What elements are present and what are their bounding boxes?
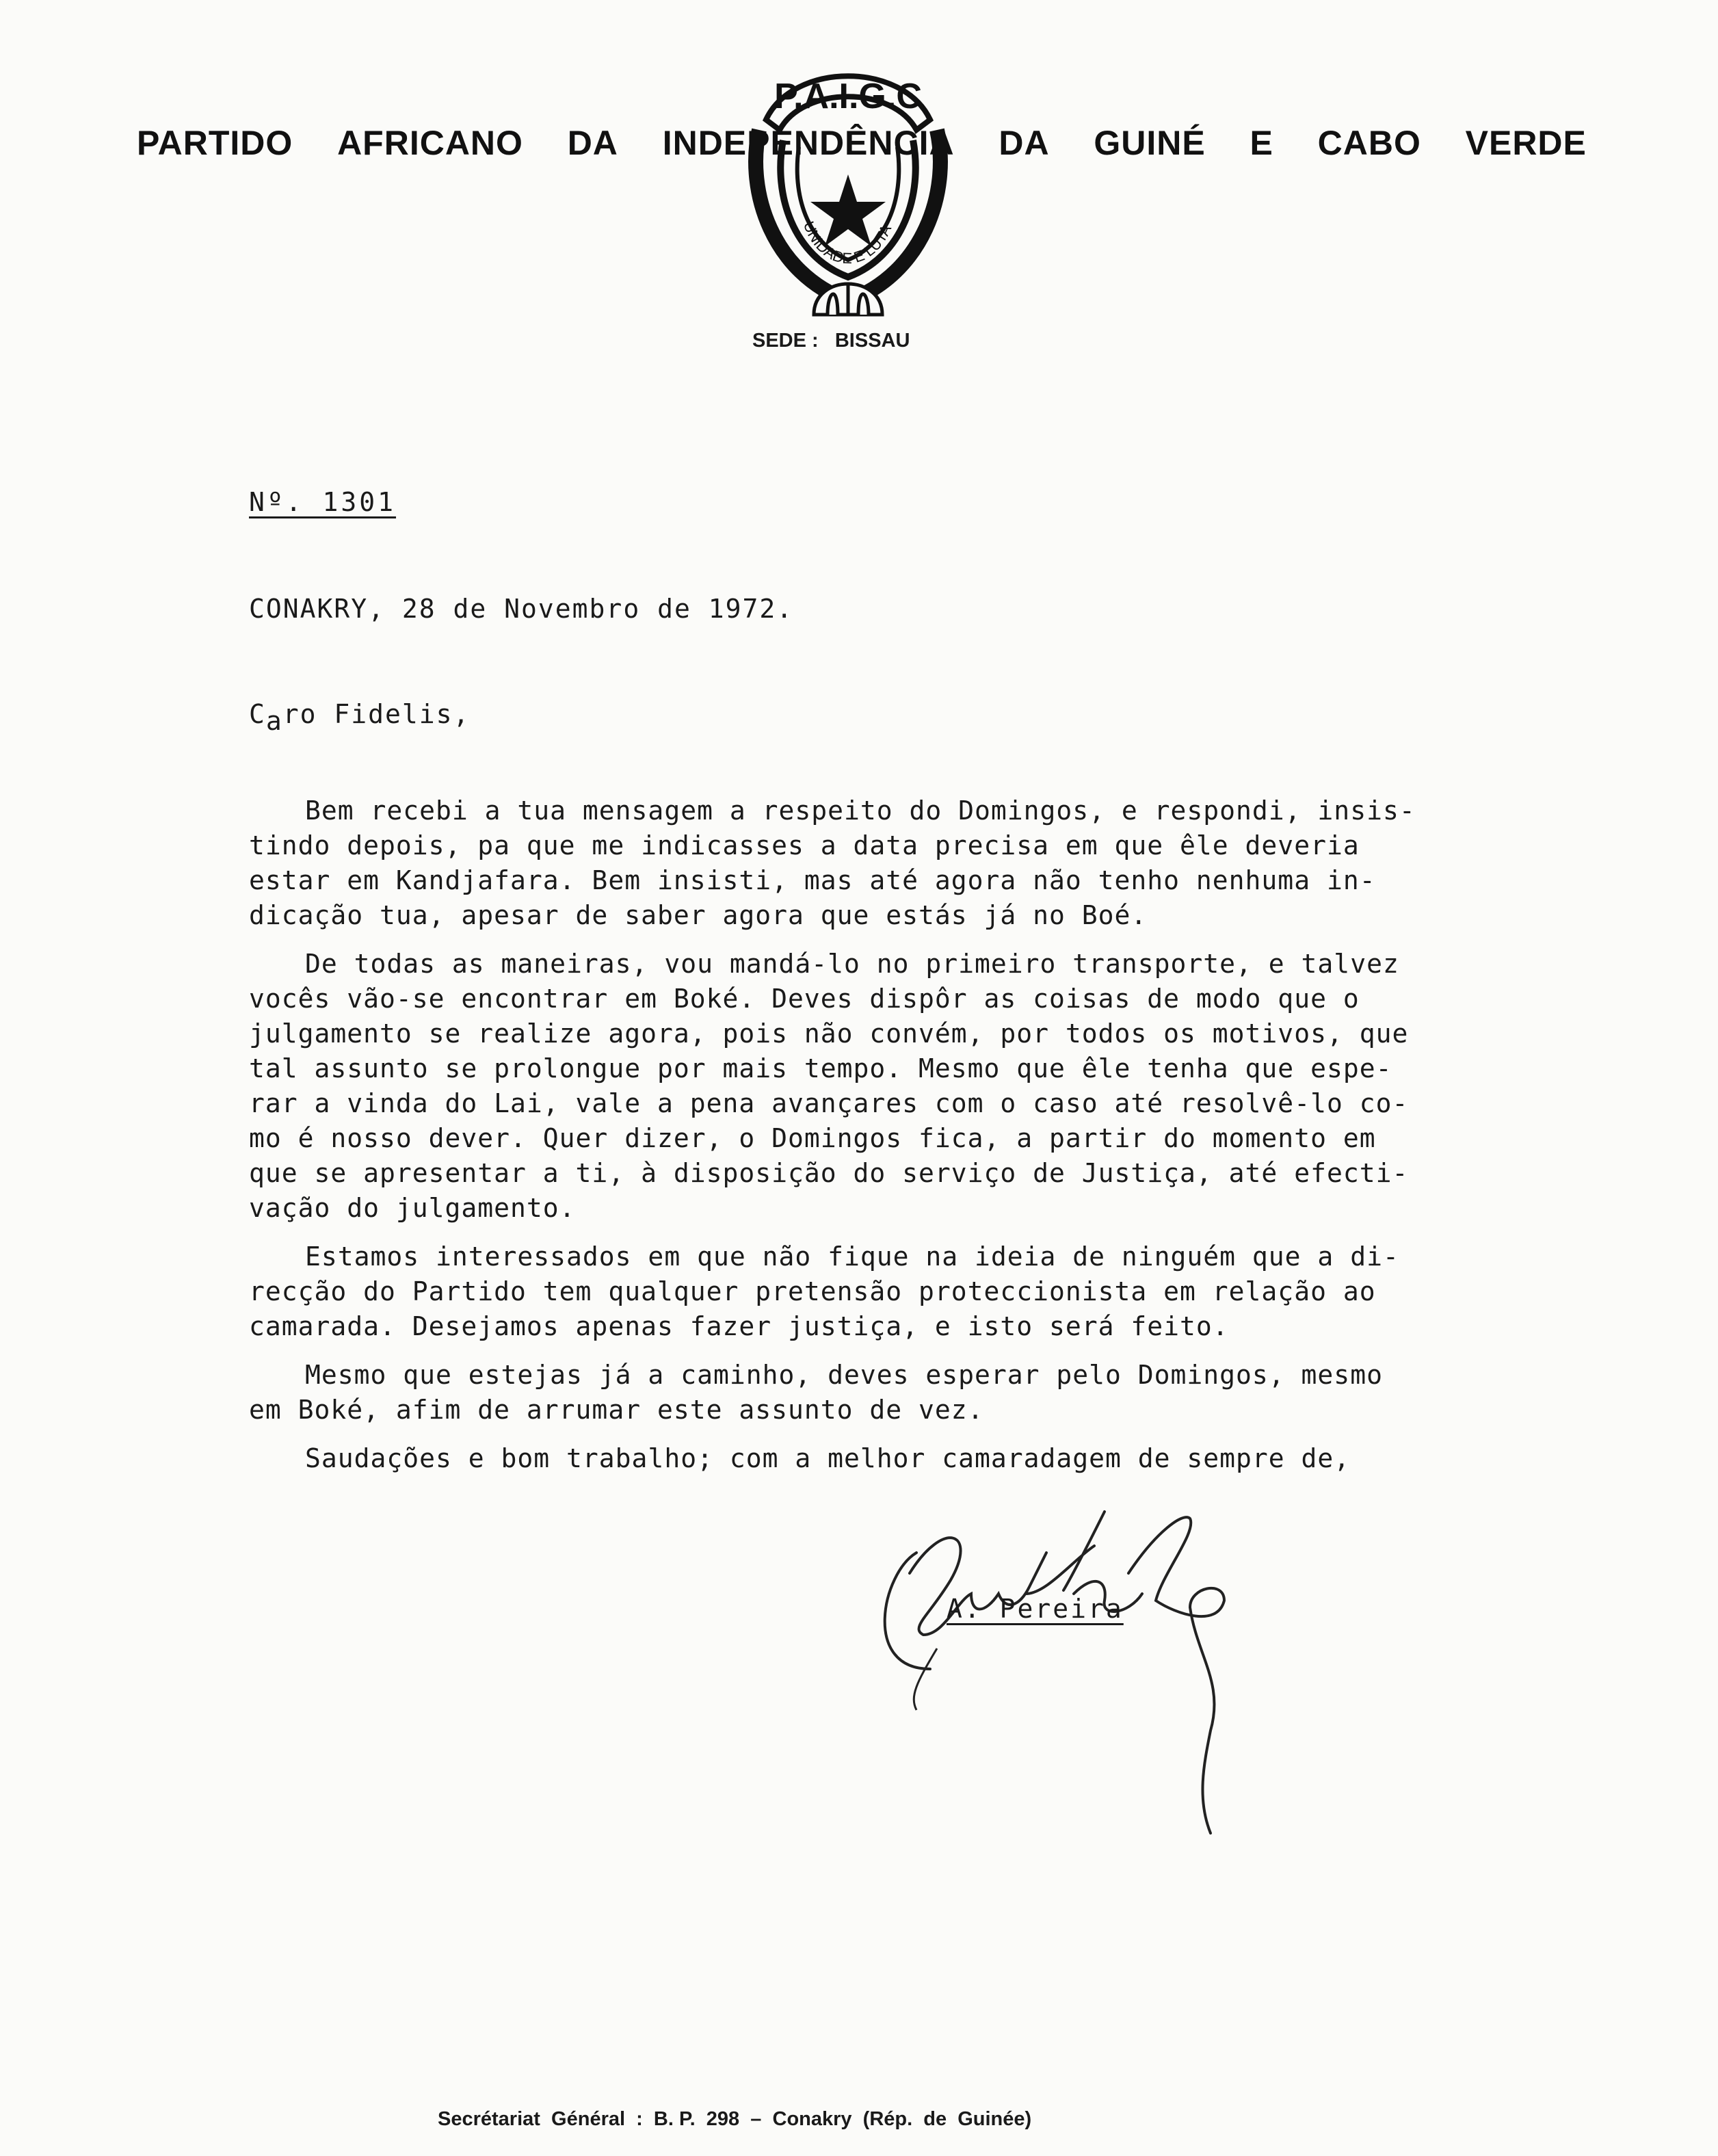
letterhead-word: CABO (1317, 124, 1421, 162)
paragraph: De todas as maneiras, vou mandá-lo no primeiro transporte, e talvez vocês vão-se encontrar em Boké. Deves dispôr as coisas de modo que o julgamento se realize agora, pois não convém, por todos os motivos, que tal assunto se prolongue por mais tempo. Mesmo que êle tenha que espe- rar a vinda do Lai, vale a pena avançares com o caso até resolvê-lo co- mo é nosso dever. Quer dizer, o Domingos fica, a partir do momento em que se apresentar a ti, à disposição do serviço de Justiça, até efecti- vação do julgamento. (249, 949, 1409, 1223)
letterhead-word: AFRICANO (337, 124, 523, 162)
salutation-first: C (249, 699, 266, 729)
letterhead-word: DA (999, 124, 1050, 162)
emblem-top-text: P.A.I.G.C (774, 77, 922, 116)
dateline: CONAKRY, 28 de Novembro de 1972. (249, 594, 794, 624)
letterhead-word: DA (567, 124, 618, 162)
emblem-motto: UNIDADE E LUTA (799, 218, 895, 267)
salutation-rest: ro Fidelis, (282, 699, 471, 729)
paigc-emblem (718, 55, 978, 328)
letterhead-word: E (1250, 124, 1273, 162)
paragraph: Bem recebi a tua mensagem a respeito do Domingos, e respondi, insis- tindo depois, pa que me indicasses a data precisa em que êle deveria estar em Kandjafara. Bem insisti, mas até agora não tenho nenhuma in- dicação tua, apesar de saber agora que estás já no Boé. (249, 796, 1416, 930)
salutation (249, 699, 471, 736)
paragraph: Estamos interessados em que não fique na ideia de ninguém que a di- recção do Partido tem qualquer pretensão proteccionista em relação ao camarada. Desejamos apenas fazer justiça, e isto será feito. (249, 1241, 1399, 1341)
letterhead-word: PARTIDO (137, 124, 293, 162)
letterhead-word: VERDE (1465, 124, 1587, 162)
handwritten-signature (869, 1491, 1252, 1874)
paragraph: Mesmo que estejas já a caminho, deves esperar pelo Domingos, mesmo em Boké, afim de arrumar este assunto de vez. (249, 1360, 1383, 1425)
letterhead-word: INDEPENDÊNCIA (662, 124, 955, 162)
letterhead-word: GUINÉ (1094, 124, 1206, 162)
letter-body (249, 793, 1671, 1490)
paragraph: Saudações e bom trabalho; com a melhor camaradagem de sempre de, (305, 1443, 1351, 1473)
footer-address: Secrétariat Général : B. P. 298 – Conakry (Rép. de Guinée) (438, 2108, 1032, 2130)
signer-name: A. Pereira (947, 1594, 1124, 1624)
salutation-sub: a (265, 706, 283, 736)
reference-number: Nº. 1301 (249, 487, 397, 517)
letterhead-sede: SEDE : BISSAU (752, 330, 910, 352)
